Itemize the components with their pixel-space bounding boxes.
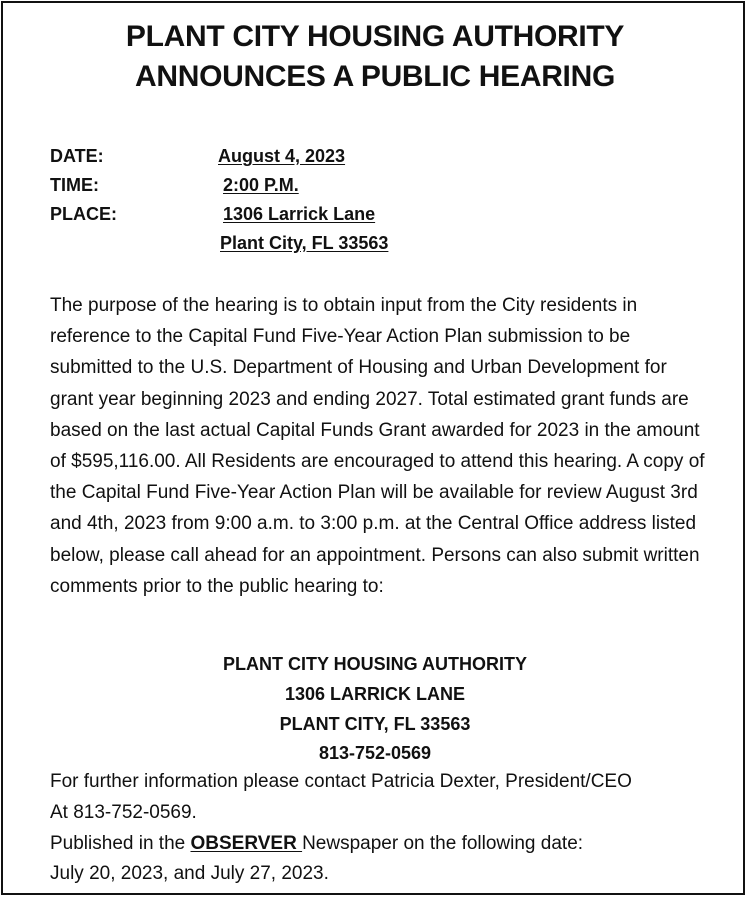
contact-line1: For further information please contact Patricia Dexter, President/CEO [50,771,632,792]
address-city: PLANT CITY, FL 33563 [279,714,471,734]
time-label: TIME: [50,175,99,195]
contact-line2: At 813-752-0569. [50,802,197,823]
published-prefix: Published in the [50,833,191,854]
time-value: 2:00 P.M. [223,175,299,195]
newspaper-name: OBSERVER [190,833,303,854]
address-street: 1306 LARRICK LANE [284,684,466,704]
date-label: DATE: [50,146,104,166]
hearing-purpose-paragraph: The purpose of the hearing is to obtain input from the City residents in reference to the Capital Fund Five-Year Action Plan submission to be submitted to the U.S. Department of Housing and Urban Development for grant year beginning 2023 and ending 2027. Total estimated grant funds are based on the last actual Capital Funds Grant awarded for 2023 in the amount of $595,116.00. All Residents are encouraged to attend this hearing. A copy of the Capital Fund Five-Year Action Plan will be available for review August 3rd and 4th, 2023 from 9:00 a.m. to 3:00 p.m. at the Central Office address listed below, please call ahead for an appointment. Persons can also submit written comments prior to the public hearing to: [50,295,705,597]
published-suffix: Newspaper on the following date: [302,833,584,854]
place-street: 1306 Larrick Lane [223,204,376,224]
notice-title-line2: ANNOUNCES A PUBLIC HEARING [135,60,615,93]
date-value: August 4, 2023 [218,146,346,166]
address-org: PLANT CITY HOUSING AUTHORITY [222,654,527,674]
published-line [50,833,583,855]
address-phone: 813-752-0569 [318,743,432,763]
place-label: PLACE: [50,204,117,224]
publication-dates: July 20, 2023, and July 27, 2023. [50,863,329,884]
place-city: Plant City, FL 33563 [220,233,389,253]
notice-title-line1: PLANT CITY HOUSING AUTHORITY [125,20,625,53]
